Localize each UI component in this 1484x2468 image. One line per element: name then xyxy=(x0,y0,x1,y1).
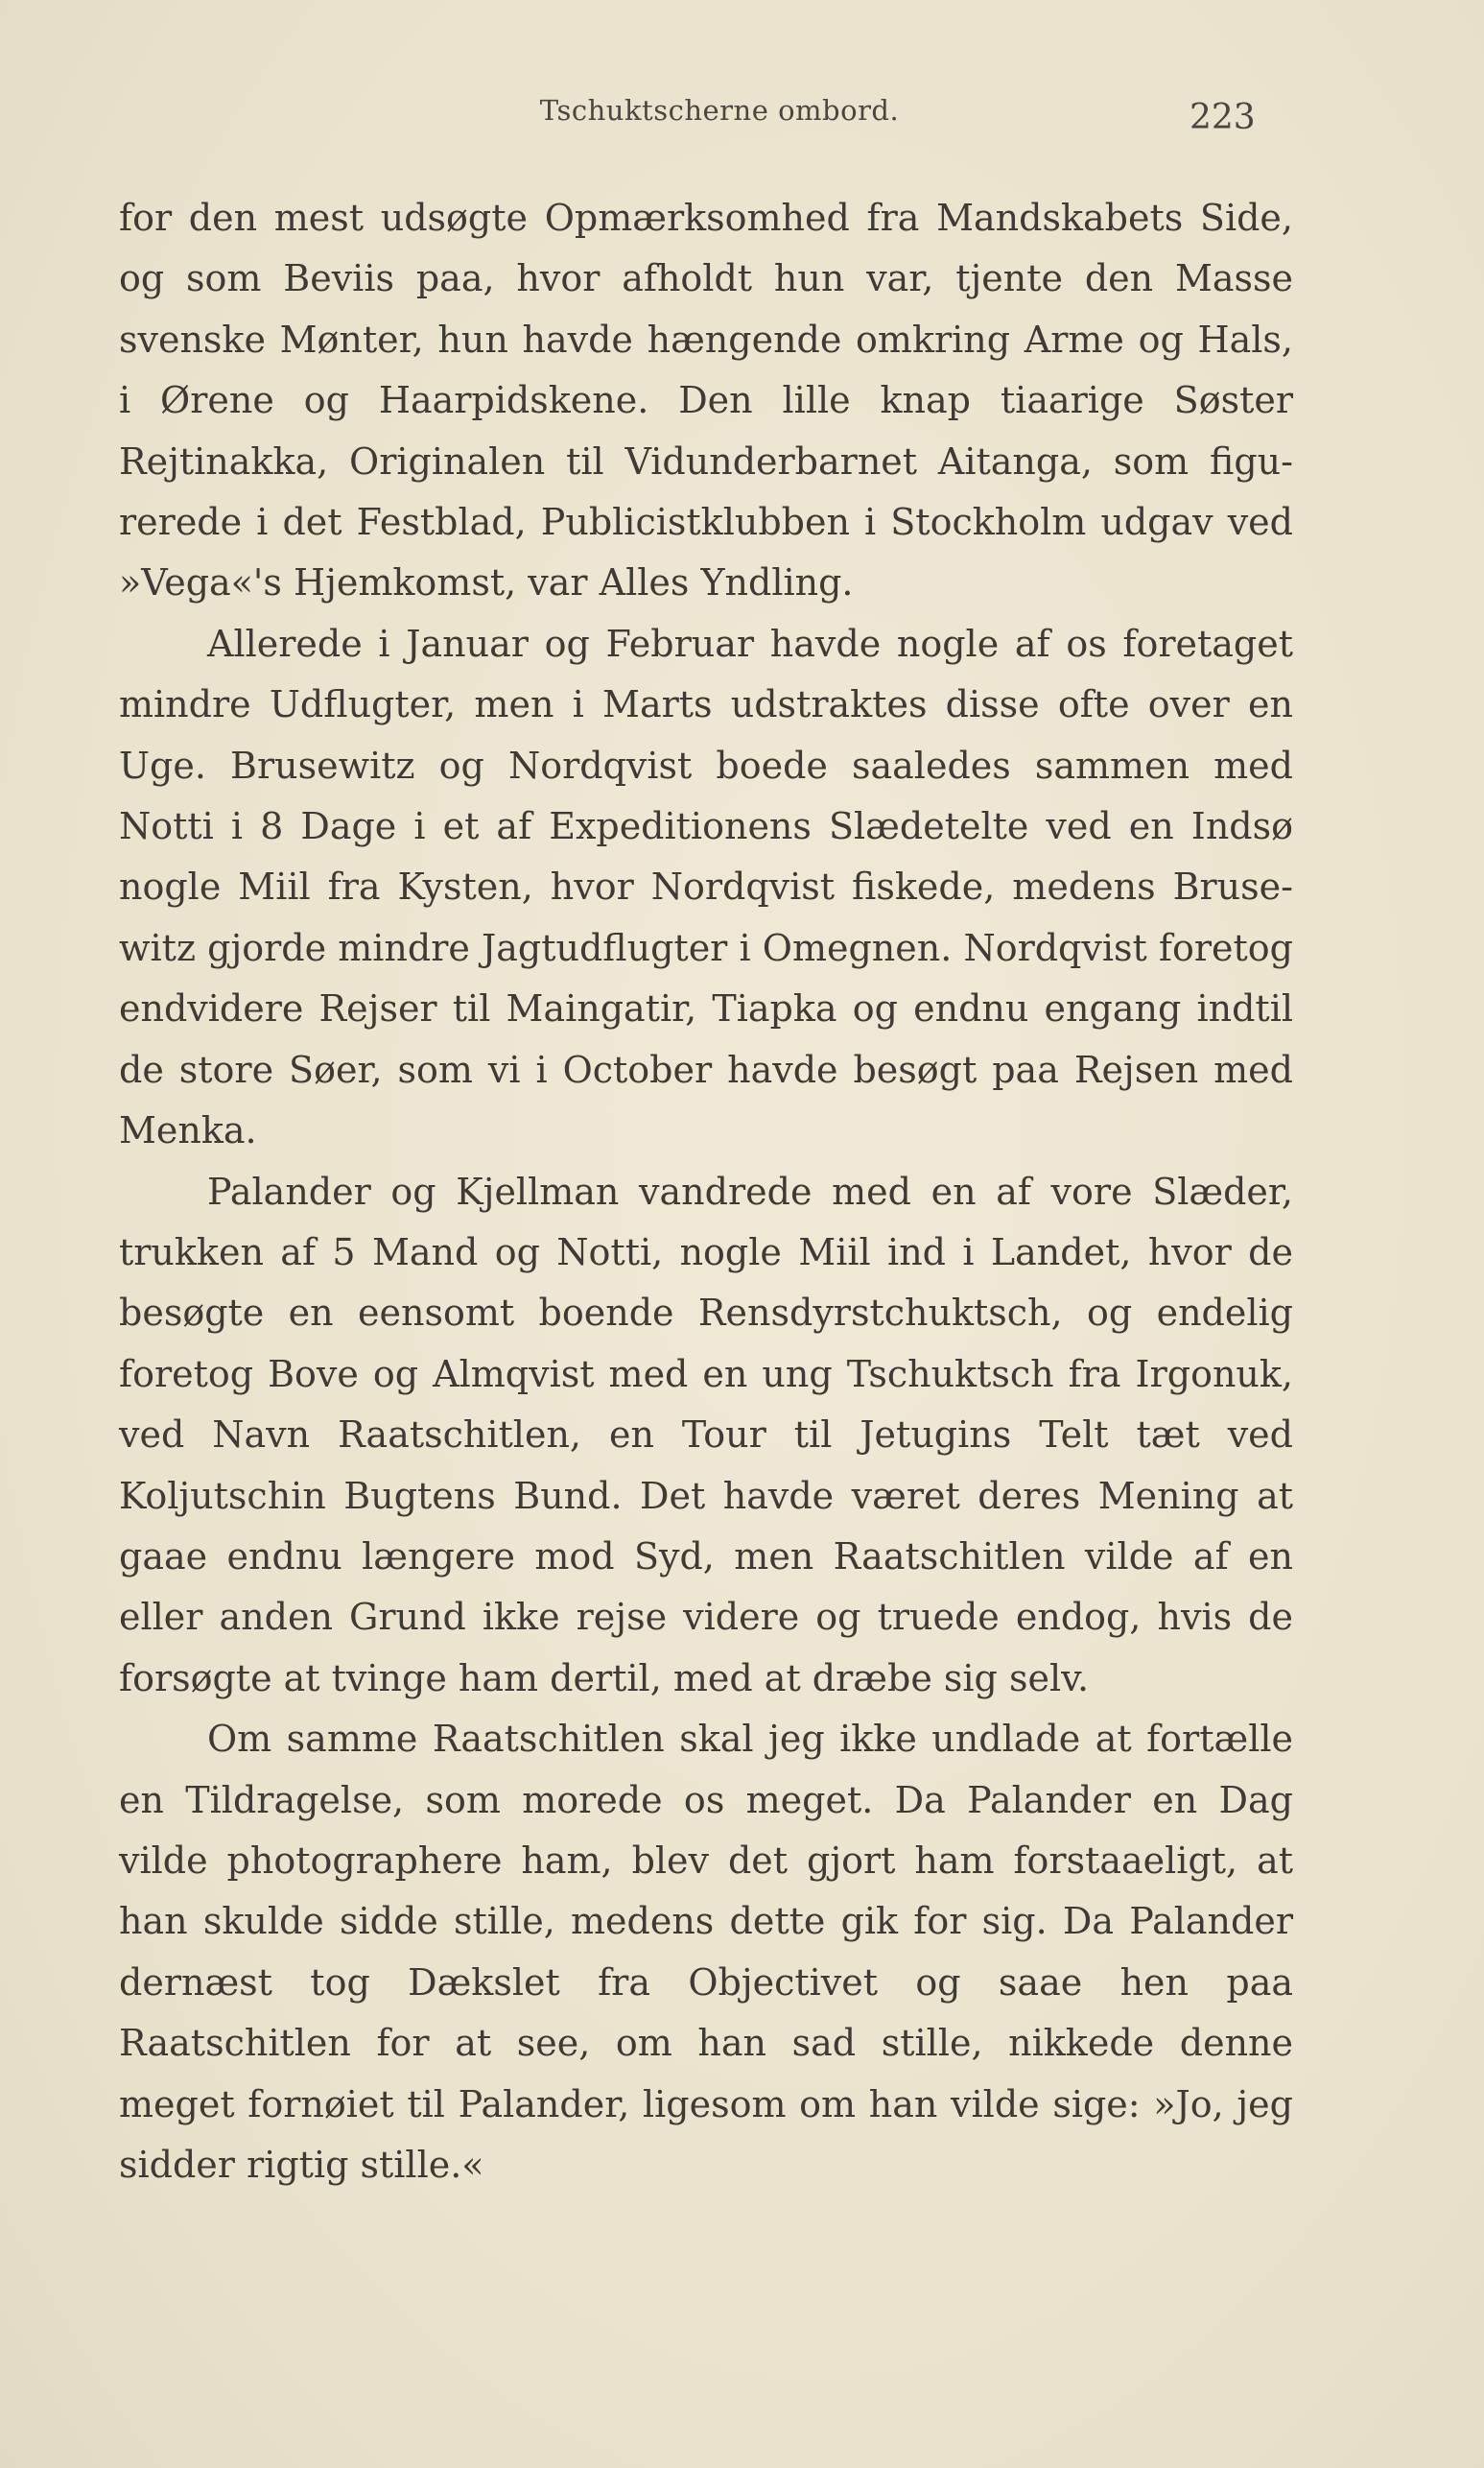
paragraph: Allerede i Januar og Februar havde nogle af os foretaget mindre Udflugter, men i Marts udstraktes disse ofte over en Uge. Brusewitz og Nordqvist boede saaledes sammen med Notti i 8 Dage i et af Expeditionens Slædetelte ved en Indsø nogle Miil fra Kysten, hvor Nordqvist fiskede, medens Brusewitz gjorde mindre Jagtudflugter i Omegnen. Nordqvist foretog endvidere Rejser til Maingatir, Tiapka og endnu engang indtil de store Søer, som vi i October havde besøgt paa Rejsen med Menka. xyxy=(119,622,1293,1152)
paragraph: Palander og Kjellman vandrede med en af vore Slæder, trukken af 5 Mand og Notti, nogle Miil ind i Landet, hvor de besøgte en eensomt boende Rensdyrstchuktsch, og endelig foretog Bove og Almqvist med en ung Tschuktsch fra Irgonuk, ved Navn Raatschitlen, en Tour til Jetugins Telt tæt ved Koljutschin Bugtens Bund. Det havde været deres Mening at gaae endnu længere mod Syd, men Raatschitlen vilde af en eller anden Grund ikke rejse videre og truede endog, hvis de forsøgte at tvinge ham dertil, med at dræbe sig selv. xyxy=(119,1170,1293,1699)
paragraph: Om samme Raatschitlen skal jeg ikke undlade at fortælle en Tildragelse, som morede os meget. Da Palander en Dag vilde photographere ham, blev det gjort ham forstaaeligt, at han skulde sidde stille, medens dette gik for sig. Da Palander dernæst tog Dækslet fra Objectivet og saae hen paa Raatschitlen for at see, om han sad stille, nikkede denne meget fornøiet til Palander, ligesom om han vilde sige: »Jo, jeg sidder rigtig stille.« xyxy=(119,1718,1293,2186)
running-title: Tschuktscherne ombord. xyxy=(539,94,900,127)
page-header xyxy=(0,94,1484,152)
page-number: 223 xyxy=(1190,98,1256,137)
paragraph: for den mest udsøgte Opmærksomhed fra Mandskabets Side, og som Beviis paa, hvor afholdt hun var, tjente den Masse svenske Mønter, hun havde hængende omkring Arme og Hals, i Ørene og Haarpidskene. Den lille knap tiaarige Søster Rejtinakka, Originalen til Vidunderbarnet Aitanga, som figurerede i det Festblad, Publicistklubben i Stockholm udgav ved »Vega«'s Hjemkomst, var Alles Yndling. xyxy=(119,197,1293,605)
body-text xyxy=(119,188,1293,2195)
